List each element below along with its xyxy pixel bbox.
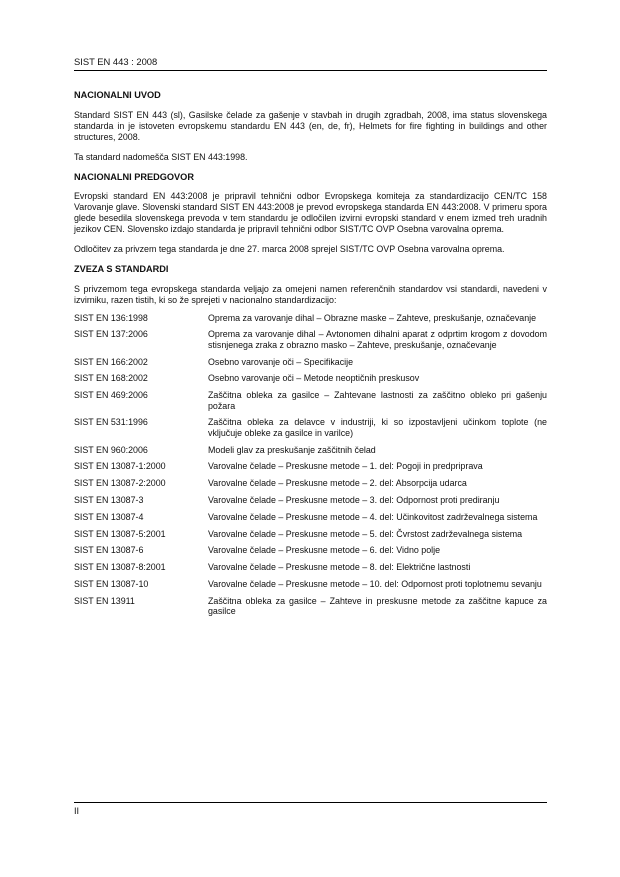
page-number: II: [74, 806, 80, 816]
reference-title: Osebno varovanje oči – Metode neoptičnih preskusov: [208, 373, 420, 384]
reference-title: Osebno varovanje oči – Specifikacije: [208, 356, 354, 367]
reference-code: SIST EN 13087-6: [74, 545, 144, 556]
reference-title: Varovalne čelade – Preskusne metode – 6. del: Vidno polje: [208, 545, 441, 556]
uvod-paragraph-2: Ta standard nadomešča SIST EN 443:1998.: [74, 151, 248, 162]
reference-row: [74, 329, 547, 356]
reference-row: [74, 313, 547, 330]
page-footer: [74, 802, 547, 816]
reference-code: SIST EN 469:2006: [74, 390, 148, 401]
reference-code: SIST EN 13087-3: [74, 495, 144, 506]
reference-title: Varovalne čelade – Preskusne metode – 4. del: Učinkovitost zadrževalnega sistema: [208, 511, 538, 522]
reference-title: Zaščitna obleka za delavce v industriji, ki so izpostavljeni učinkom toplote (ne vključuje obleke za gasilce in varilce): [208, 417, 547, 438]
reference-row: [74, 579, 547, 596]
reference-row: [74, 373, 547, 390]
reference-code: SIST EN 13087-5:2001: [74, 528, 166, 539]
reference-row: [74, 461, 547, 478]
reference-title: Oprema za varovanje dihal – Obrazne maske – Zahteve, preskušanje, označevanje: [208, 312, 537, 323]
predgovor-paragraph-2: Odločitev za privzem tega standarda je dne 27. marca 2008 sprejel SIST/TC OVP Osebna varovalna oprema.: [74, 244, 505, 255]
page-content: [74, 90, 547, 623]
reference-code: SIST EN 13087-8:2001: [74, 562, 166, 573]
page-header: [74, 56, 547, 71]
heading-zveza-s-standardi: ZVEZA S STANDARDI: [74, 263, 169, 274]
reference-code: SIST EN 166:2002: [74, 356, 148, 367]
reference-title: Varovalne čelade – Preskusne metode – 10. del: Odpornost proti toplotnemu sevanju: [208, 579, 542, 590]
reference-code: SIST EN 531:1996: [74, 417, 148, 428]
reference-row: [74, 495, 547, 512]
reference-title: Varovalne čelade – Preskusne metode – 2. del: Absorpcija udarca: [208, 478, 467, 489]
reference-title: Zaščitna obleka za gasilce – Zahteve in preskusne metode za zaščitne kapuce za gasilce: [208, 595, 547, 617]
reference-code: SIST EN 960:2006: [74, 444, 148, 455]
reference-code: SIST EN 13087-2:2000: [74, 478, 166, 489]
reference-code: SIST EN 13911: [74, 595, 135, 606]
reference-code: SIST EN 13087-10: [74, 579, 149, 590]
reference-code: SIST EN 137:2006: [74, 329, 148, 340]
reference-code: SIST EN 168:2002: [74, 373, 148, 384]
predgovor-paragraph-1: Evropski standard EN 443:2008 je pripravil tehnični odbor Evropskega komiteja za standardizacijo CEN/TC 158 Varovanje glave. Slovenski standard SIST EN 443:2008 je prevod evropskega standarda EN 443:2008. V primeru spora glede besedila slovenskega prevoda v tem standardu je odločilen izvirni evropski standard v enem izmed treh uradnih jezikov CEN. Slovensko izdajo standarda je pripravil tehnični odbor SIST/TC OVP Osebna varovalna oprema.: [74, 191, 547, 235]
reference-title: Varovalne čelade – Preskusne metode – 1. del: Pogoji in predpriprava: [208, 461, 483, 472]
reference-title: Oprema za varovanje dihal – Avtonomen dihalni aparat z odprtim krogom z dovodom stisnjenega zraka z obrazno masko – Zahteve, preskušanje, označevanje: [208, 329, 547, 350]
header-title: SIST EN 443 : 2008: [74, 56, 158, 67]
reference-title: Varovalne čelade – Preskusne metode – 5. del: Čvrstost zadrževalnega sistema: [208, 528, 523, 539]
reference-code: SIST EN 13087-4: [74, 511, 144, 522]
reference-row: [74, 596, 547, 623]
reference-code: SIST EN 13087-1:2000: [74, 461, 166, 472]
reference-row: [74, 417, 547, 444]
uvod-paragraph-1: Standard SIST EN 443 (sl), Gasilske čelade za gašenje v stavbah in drugih zgradbah, 2008, ima status slovenskega standarda in je istoveten evropskemu standardu EN 443 (en, de, fr), Helmets for fire fighting in buildings and other structures, 2008.: [74, 109, 547, 142]
reference-row: [74, 512, 547, 529]
heading-nacionalni-predgovor: NACIONALNI PREDGOVOR: [74, 171, 194, 182]
reference-standards-table: [74, 313, 547, 623]
reference-title: Varovalne čelade – Preskusne metode – 3. del: Odpornost proti prediranju: [208, 495, 500, 506]
reference-row: [74, 545, 547, 562]
reference-title: Modeli glav za preskušanje zaščitnih čelad: [208, 444, 376, 455]
reference-code: SIST EN 136:1998: [74, 312, 148, 323]
reference-row: [74, 529, 547, 546]
reference-title: Varovalne čelade – Preskusne metode – 8. del: Električne lastnosti: [208, 562, 471, 573]
reference-row: [74, 357, 547, 374]
zveza-intro: S privzemom tega evropskega standarda veljajo za omejeni namen referenčnih standardov vsi standardi, navedeni v izvirniku, razen tistih, ki so že sprejeti v nacionalno standardizacijo:: [74, 283, 547, 305]
heading-nacionalni-uvod: NACIONALNI UVOD: [74, 90, 161, 100]
reference-row: [74, 445, 547, 462]
reference-row: [74, 390, 547, 417]
reference-row: [74, 478, 547, 495]
reference-title: Zaščitna obleka za gasilce – Zahtevane lastnosti za zaščitno obleko pri gašenju požara: [208, 390, 547, 411]
reference-row: [74, 562, 547, 579]
